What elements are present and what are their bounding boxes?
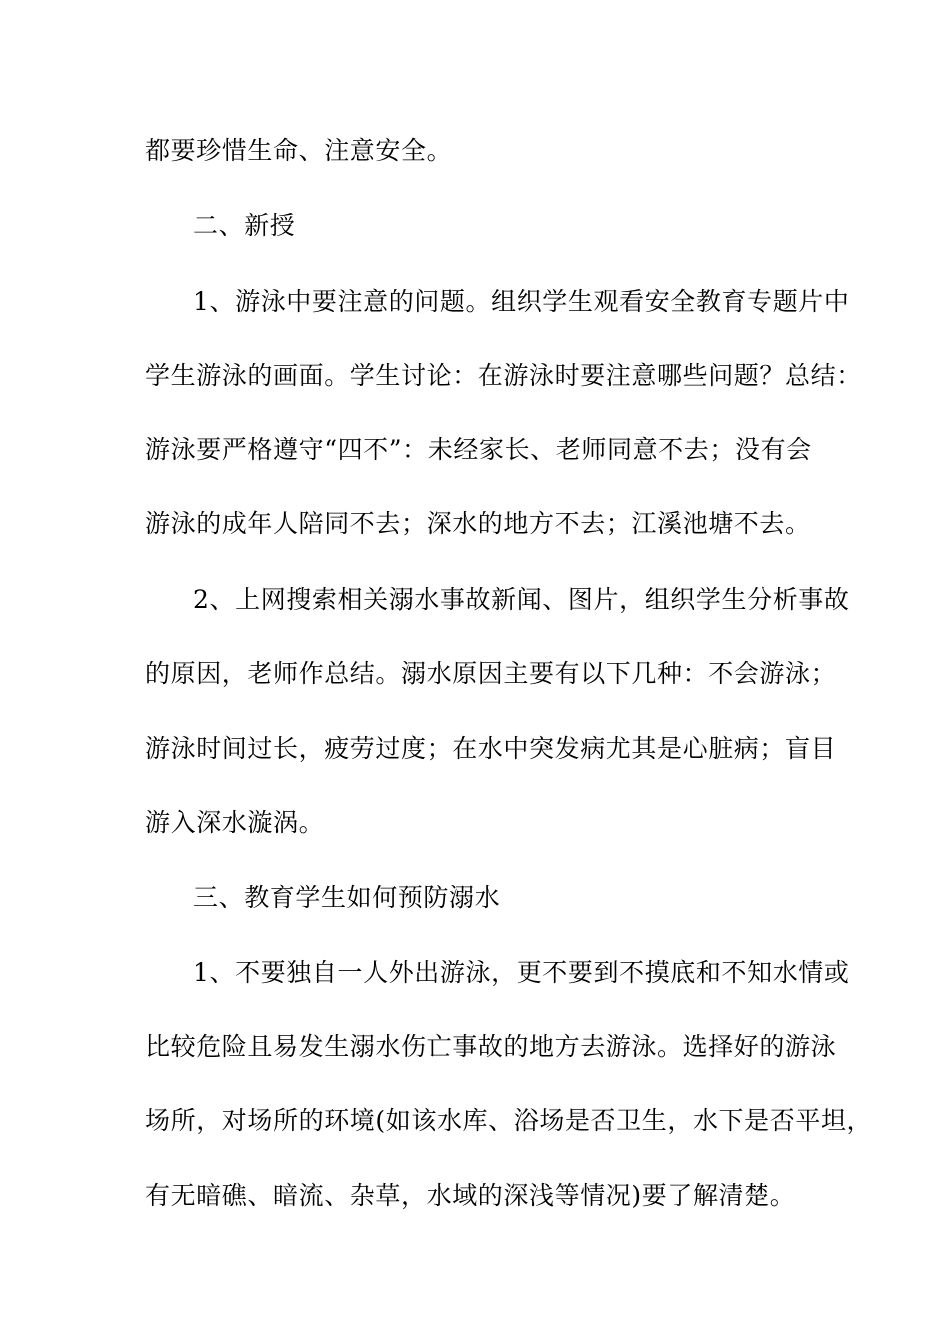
text-line: 比较危险且易发生溺水伤亡事故的地方去游泳。选择好的游泳 [145, 1032, 837, 1061]
text-line: 学生游泳的画面。学生讨论：在游泳时要注意哪些问题？总结： [145, 361, 862, 390]
text-line: 游入深水漩涡。 [145, 808, 325, 837]
text-line: 游泳的成年人陪同不去；深水的地方不去；江溪池塘不去。 [145, 509, 811, 538]
text-line: 1、游泳中要注意的问题。组织学生观看安全教育专题片中 [193, 287, 850, 316]
text-line: 都要珍惜生命、注意安全。 [145, 136, 453, 165]
text-line: 游泳要严格遵守“四不”：未经家长、老师同意不去；没有会 [145, 435, 812, 464]
text-line: 有无暗礁、暗流、杂草，水域的深浅等情况)要了解清楚。 [145, 1181, 796, 1210]
text-line: 1、不要独自一人外出游泳，更不要到不摸底和不知水情或 [193, 958, 850, 987]
text-line: 的原因，老师作总结。溺水原因主要有以下几种：不会游泳； [145, 659, 837, 688]
section-heading: 二、新授 [193, 211, 296, 240]
section-heading: 三、教育学生如何预防溺水 [193, 883, 501, 912]
text-line: 场所，对场所的环境(如该水库、浴场是否卫生，水下是否平坦， [145, 1106, 873, 1135]
text-line: 2、上网搜索相关溺水事故新闻、图片，组织学生分析事故 [193, 585, 850, 614]
text-line: 游泳时间过长，疲劳过度；在水中突发病尤其是心脏病；盲目 [145, 734, 837, 763]
